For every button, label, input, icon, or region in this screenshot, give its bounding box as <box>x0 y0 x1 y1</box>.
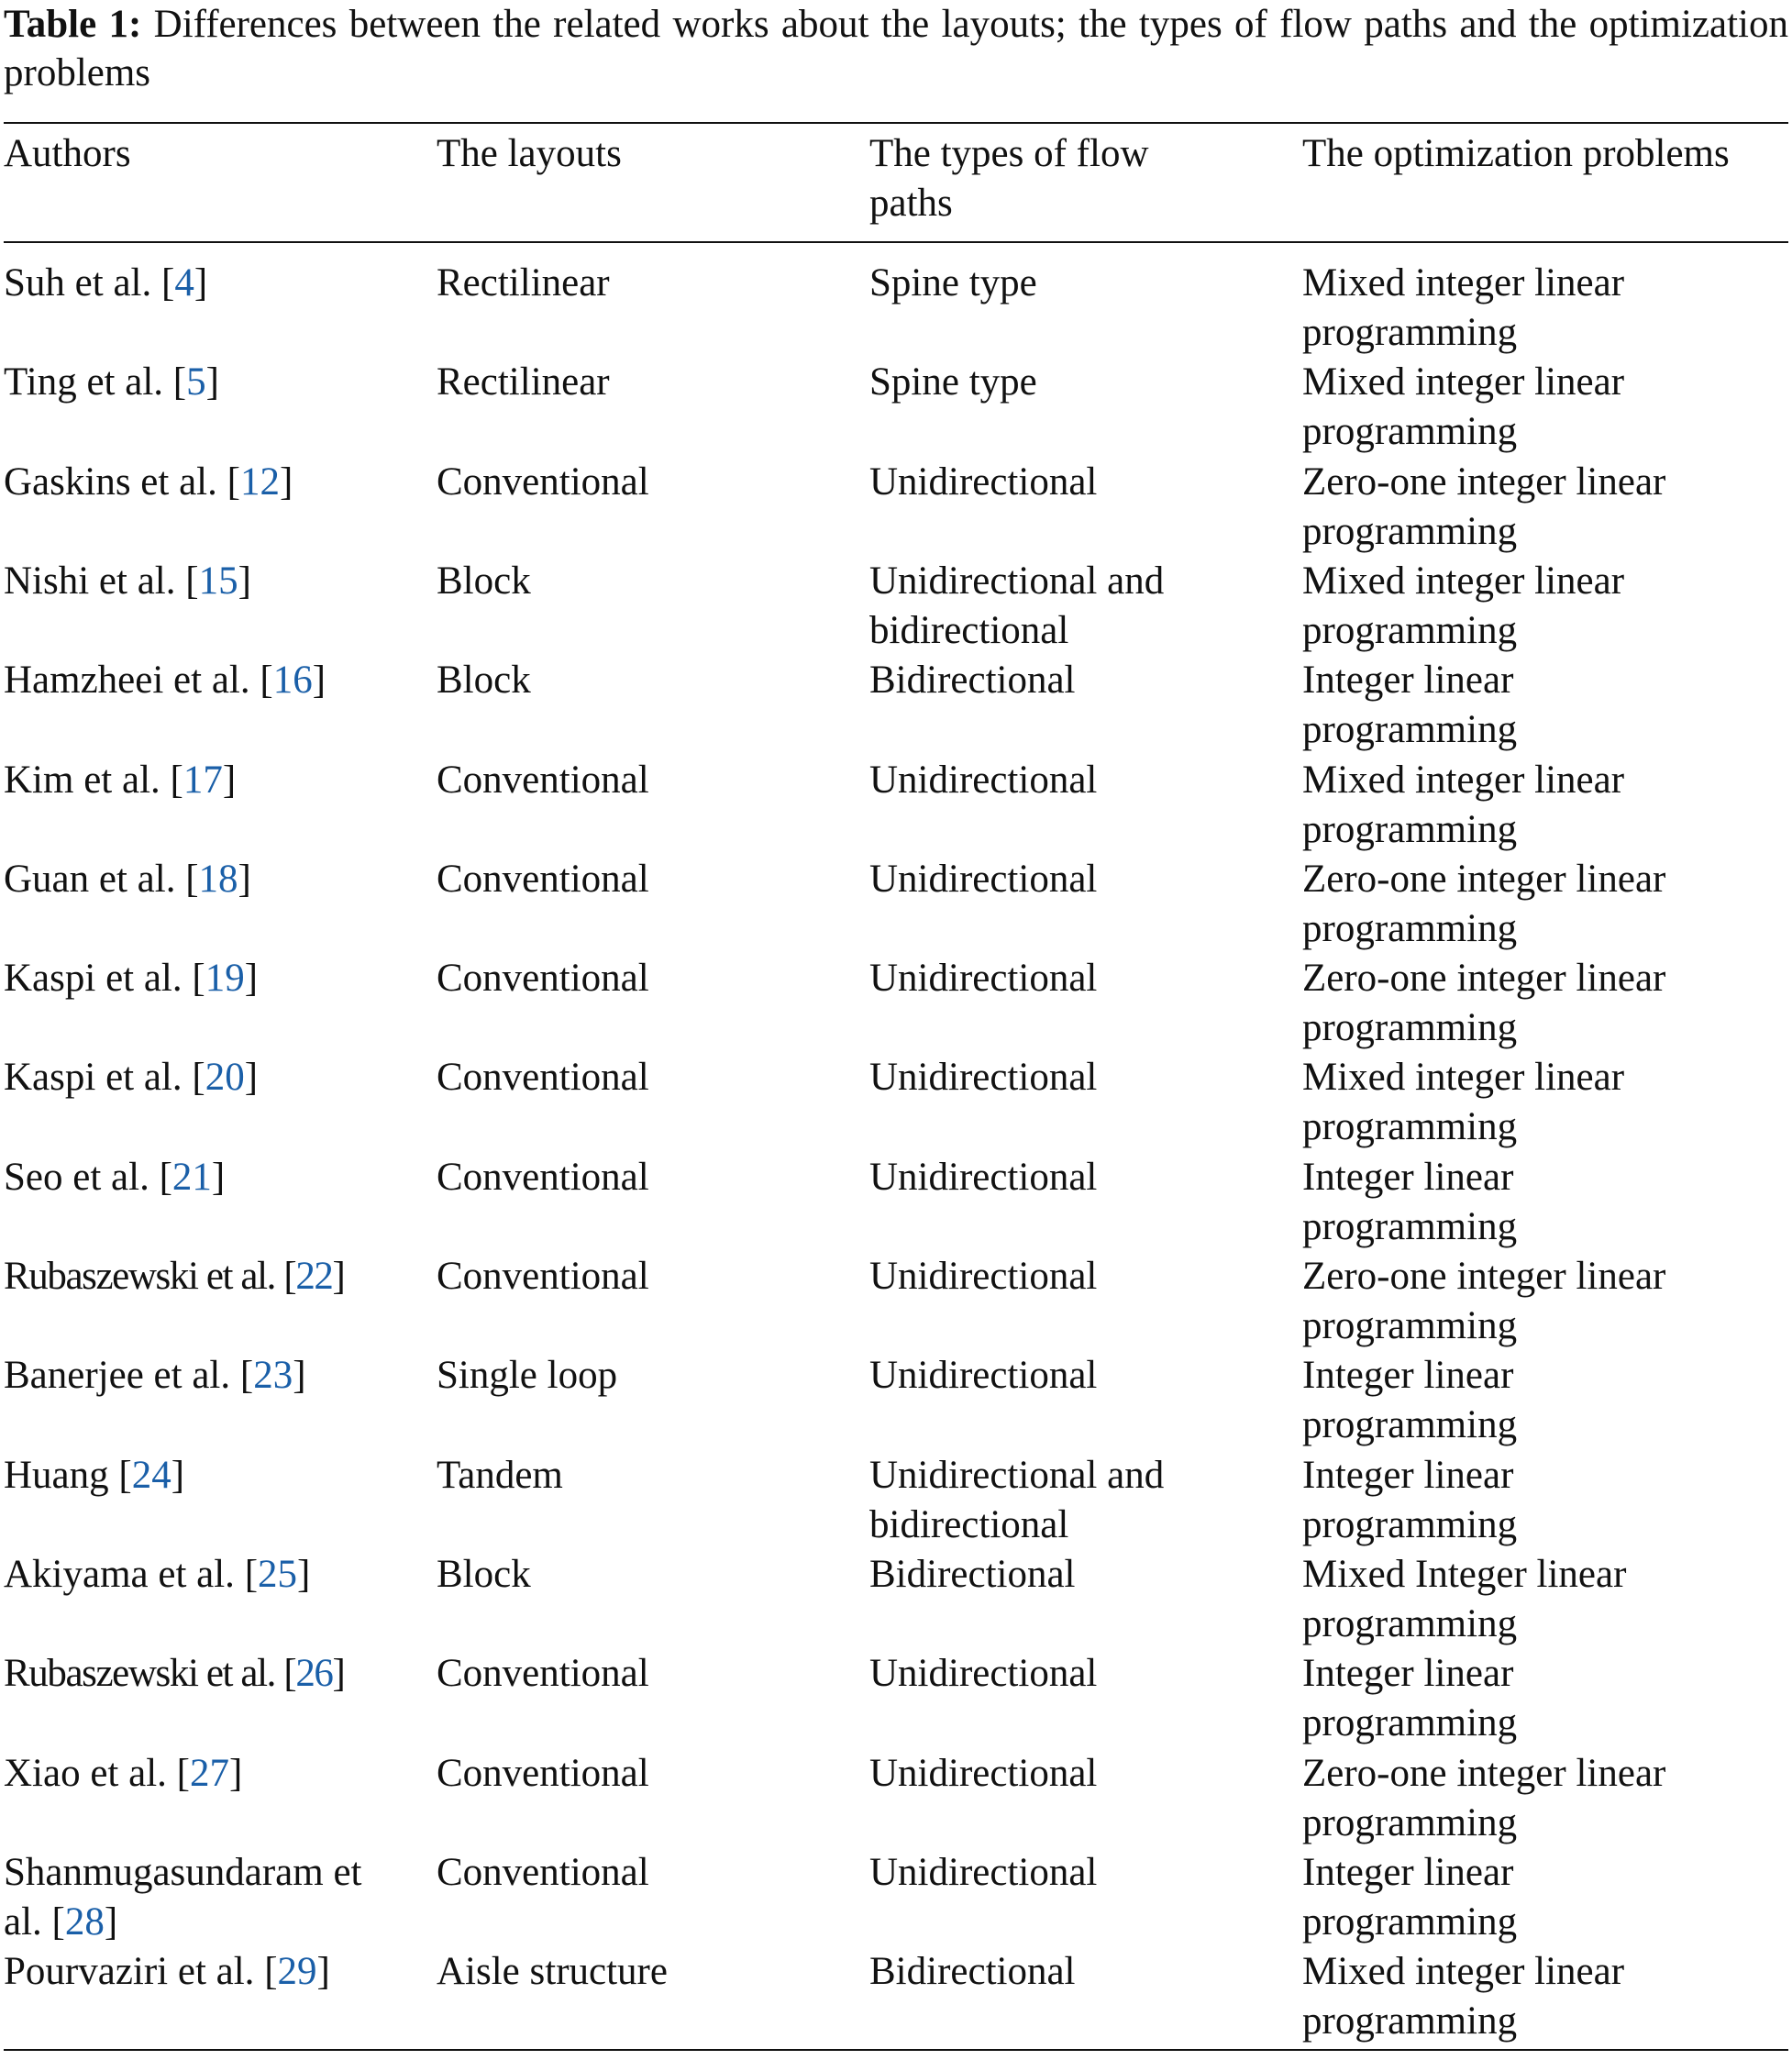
header-flow-paths: The types of flow paths <box>869 132 1149 225</box>
cell-layout: Conventional <box>437 1752 649 1795</box>
table-row <box>0 1053 1792 1152</box>
cell-flow-type: Unidirectional <box>869 1652 1098 1695</box>
cell-flow-type: Bidirectional <box>869 1553 1076 1596</box>
cell-optimization-problem: Integer linear programming <box>1302 1454 1518 1546</box>
cell-optimization-problem: Mixed integer linear programming <box>1302 759 1625 851</box>
table-row <box>0 458 1792 557</box>
cell-author: Nishi et al. [15] <box>4 559 251 603</box>
author-name: Xiao et al. <box>4 1752 167 1795</box>
citation-link[interactable]: 12 <box>239 460 280 504</box>
cell-layout: Aisle structure <box>437 1950 668 1993</box>
cell-layout: Conventional <box>437 1255 649 1298</box>
cell-flow-type: Unidirectional <box>869 460 1098 504</box>
cell-optimization-problem: Zero-one integer linear programming <box>1302 957 1666 1049</box>
author-name: Nishi et al. <box>4 559 176 603</box>
table-caption-text: Differences between the related works about the layouts; the types of flow paths and the optimization problems <box>4 3 1788 94</box>
cell-author: Gaskins et al. [12] <box>4 460 293 504</box>
cell-flow-type: Unidirectional <box>869 1752 1098 1795</box>
cell-author: Kaspi et al. [19] <box>4 957 259 1000</box>
table-bottom-rule <box>4 2049 1788 2051</box>
citation-link[interactable]: 25 <box>258 1553 298 1596</box>
author-name: Rubaszewski et al. <box>4 1255 276 1298</box>
citation-link[interactable]: 15 <box>198 559 238 603</box>
table-row <box>0 1153 1792 1252</box>
author-name: Gaskins et al. <box>4 460 217 504</box>
cell-optimization-problem: Mixed Integer linear programming <box>1302 1553 1627 1645</box>
cell-author: Akiyama et al. [25] <box>4 1553 311 1596</box>
cell-optimization-problem: Zero-one integer linear programming <box>1302 1752 1666 1844</box>
table-row <box>0 656 1792 755</box>
cell-author: Kaspi et al. [20] <box>4 1056 259 1099</box>
table-row <box>0 756 1792 855</box>
header-authors: Authors <box>4 132 131 175</box>
table-top-rule <box>4 122 1788 124</box>
cell-layout: Rectilinear <box>437 360 610 404</box>
citation-link[interactable]: 27 <box>189 1752 229 1795</box>
cell-layout: Conventional <box>437 460 649 504</box>
cell-flow-type: Unidirectional <box>869 1056 1098 1099</box>
author-name: Kim et al. <box>4 759 160 802</box>
cell-flow-type: Spine type <box>869 261 1037 305</box>
cell-optimization-problem: Mixed integer linear programming <box>1302 360 1625 453</box>
cell-author: Kim et al. [17] <box>4 759 237 802</box>
author-name: Banerjee et al. <box>4 1354 231 1397</box>
citation-link[interactable]: 16 <box>272 659 313 702</box>
cell-layout: Conventional <box>437 1056 649 1099</box>
table-row <box>0 1550 1792 1649</box>
table-row <box>0 557 1792 656</box>
cell-author: Huang [24] <box>4 1454 185 1497</box>
table-row <box>0 259 1792 358</box>
citation-link[interactable]: 24 <box>131 1454 171 1497</box>
cell-flow-type: Unidirectional <box>869 957 1098 1000</box>
cell-optimization-problem: Mixed integer linear programming <box>1302 559 1625 652</box>
table-caption-label: Table 1: <box>4 3 142 46</box>
cell-layout: Conventional <box>437 1652 649 1695</box>
cell-optimization-problem: Mixed integer linear programming <box>1302 261 1625 354</box>
table-row <box>0 358 1792 457</box>
citation-link[interactable]: 21 <box>171 1156 212 1199</box>
table-row <box>0 1451 1792 1550</box>
author-name: Pourvaziri et al. <box>4 1950 255 1993</box>
author-name: Ting et al. <box>4 360 164 404</box>
citation-link[interactable]: 22 <box>295 1255 333 1298</box>
cell-flow-type: Spine type <box>869 360 1037 404</box>
cell-author: Ting et al. [5] <box>4 360 219 404</box>
cell-flow-type: Unidirectional <box>869 759 1098 802</box>
cell-layout: Rectilinear <box>437 261 610 305</box>
header-optimization-problems: The optimization problems <box>1302 132 1730 175</box>
author-name: Shanmugasundaram et al. <box>4 1851 362 1944</box>
cell-layout: Conventional <box>437 858 649 901</box>
table-row <box>0 1351 1792 1450</box>
author-name: Kaspi et al. <box>4 957 183 1000</box>
table-body <box>0 259 1792 2047</box>
cell-flow-type: Unidirectional and bidirectional <box>869 1454 1165 1546</box>
cell-flow-type: Unidirectional <box>869 1851 1098 1894</box>
cell-optimization-problem: Integer linear programming <box>1302 1156 1518 1248</box>
author-name: Suh et al. <box>4 261 152 305</box>
cell-optimization-problem: Integer linear programming <box>1302 1851 1518 1944</box>
table-row <box>0 1848 1792 1947</box>
table-header-row <box>0 129 1792 232</box>
table-row <box>0 1947 1792 2046</box>
table-header-rule <box>4 241 1788 243</box>
author-name: Seo et al. <box>4 1156 149 1199</box>
cell-flow-type: Unidirectional <box>869 1354 1098 1397</box>
table-row <box>0 1749 1792 1848</box>
table-row <box>0 1649 1792 1748</box>
citation-link[interactable]: 4 <box>174 261 194 305</box>
cell-author: Rubaszewski et al. [22] <box>4 1255 345 1298</box>
citation-link[interactable]: 26 <box>295 1652 333 1695</box>
cell-author: Xiao et al. [27] <box>4 1752 243 1795</box>
cell-optimization-problem: Zero-one integer linear programming <box>1302 858 1666 950</box>
cell-flow-type: Bidirectional <box>869 659 1076 702</box>
cell-author: Banerjee et al. [23] <box>4 1354 306 1397</box>
cell-optimization-problem: Integer linear programming <box>1302 1354 1518 1446</box>
cell-author: Guan et al. [18] <box>4 858 251 901</box>
cell-flow-type: Unidirectional <box>869 1255 1098 1298</box>
cell-author: Shanmugasundaram et al. [28] <box>4 1851 362 1944</box>
citation-link[interactable]: 23 <box>253 1354 293 1397</box>
citation-link[interactable]: 19 <box>205 957 245 1000</box>
table-caption <box>4 0 1788 97</box>
cell-layout: Tandem <box>437 1454 563 1497</box>
table-row <box>0 855 1792 954</box>
cell-layout: Conventional <box>437 759 649 802</box>
cell-flow-type: Bidirectional <box>869 1950 1076 1993</box>
cell-optimization-problem: Mixed integer linear programming <box>1302 1950 1625 2043</box>
cell-layout: Block <box>437 659 531 702</box>
cell-optimization-problem: Integer linear programming <box>1302 659 1518 751</box>
cell-optimization-problem: Mixed integer linear programming <box>1302 1056 1625 1148</box>
cell-optimization-problem: Zero-one integer linear programming <box>1302 1255 1666 1347</box>
table-row <box>0 954 1792 1053</box>
citation-link[interactable]: 20 <box>205 1056 245 1099</box>
cell-author: Pourvaziri et al. [29] <box>4 1950 330 1993</box>
cell-layout: Conventional <box>437 1851 649 1894</box>
citation-link[interactable]: 18 <box>198 858 238 901</box>
author-name: Akiyama et al. <box>4 1553 235 1596</box>
citation-link[interactable]: 5 <box>186 360 206 404</box>
header-layouts: The layouts <box>437 132 622 175</box>
author-name: Guan et al. <box>4 858 176 901</box>
cell-layout: Single loop <box>437 1354 618 1397</box>
cell-flow-type: Unidirectional and bidirectional <box>869 559 1165 652</box>
citation-link[interactable]: 17 <box>183 759 223 802</box>
cell-layout: Conventional <box>437 1156 649 1199</box>
author-name: Kaspi et al. <box>4 1056 183 1099</box>
cell-layout: Block <box>437 1553 531 1596</box>
author-name: Hamzheei et al. <box>4 659 250 702</box>
cell-author: Seo et al. [21] <box>4 1156 226 1199</box>
cell-layout: Block <box>437 559 531 603</box>
cell-layout: Conventional <box>437 957 649 1000</box>
cell-flow-type: Unidirectional <box>869 1156 1098 1199</box>
cell-optimization-problem: Zero-one integer linear programming <box>1302 460 1666 553</box>
cell-flow-type: Unidirectional <box>869 858 1098 901</box>
author-name: Huang <box>4 1454 109 1497</box>
cell-optimization-problem: Integer linear programming <box>1302 1652 1518 1744</box>
table-row <box>0 1252 1792 1351</box>
cell-author: Rubaszewski et al. [26] <box>4 1652 345 1695</box>
citation-link[interactable]: 28 <box>64 1900 105 1944</box>
cell-author: Suh et al. [4] <box>4 261 208 305</box>
citation-link[interactable]: 29 <box>277 1950 317 1993</box>
cell-author: Hamzheei et al. [16] <box>4 659 326 702</box>
author-name: Rubaszewski et al. <box>4 1652 276 1695</box>
